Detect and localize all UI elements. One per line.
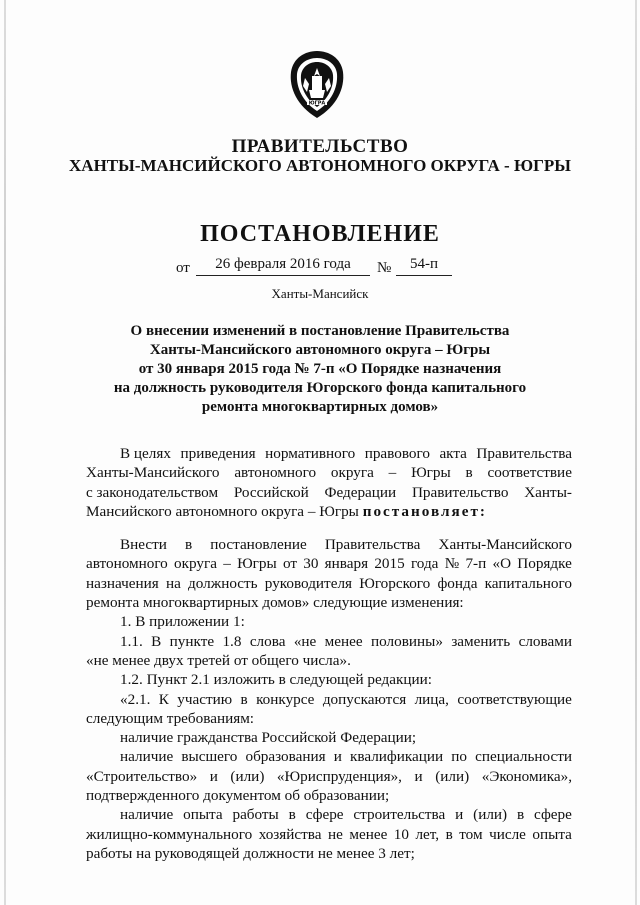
word: жилищно-коммунального <box>86 825 253 843</box>
document-date: 26 февраля 2016 года <box>196 256 370 276</box>
word: назначения <box>86 574 159 592</box>
word: от <box>282 555 297 573</box>
word: специальности <box>475 748 572 766</box>
word: наличие <box>120 806 174 824</box>
body-line: ремонта многоквартирных домов» следующие изменения: <box>86 594 464 612</box>
word: Ханты-Мансийского <box>86 464 220 482</box>
word: опыта <box>532 825 572 843</box>
date-number-line <box>0 256 640 278</box>
word: квалификации <box>349 748 444 766</box>
subject-line: О внесении изменений в постановление Правительства <box>130 323 510 339</box>
word: допускаются <box>322 690 407 708</box>
coat-of-arms-icon <box>285 48 349 122</box>
item-2-1 <box>86 690 572 709</box>
word: Ханты-Мансийского <box>438 536 572 554</box>
word: нормативного <box>265 445 356 462</box>
document-type-title: ПОСТАНОВЛЕНИЕ <box>200 221 440 247</box>
requirement-citizenship: наличие гражданства Российской Федерации; <box>120 729 417 747</box>
word: не <box>327 825 343 843</box>
word: руководителя <box>264 574 353 592</box>
word: Российской <box>233 483 309 501</box>
subject-line: от 30 января 2015 года № 7-п «О Порядке назначения <box>138 361 502 377</box>
word: с законодательством <box>86 483 219 501</box>
body-line: подтвержденного документом об образовании; <box>86 787 390 805</box>
word: менее <box>349 825 388 843</box>
word: постановление <box>210 536 307 554</box>
body-line <box>86 535 572 554</box>
body-line <box>86 574 572 593</box>
word: Федерации <box>324 483 397 501</box>
item-1-2: 1.2. Пункт 2.1 изложить в следующей редакции: <box>120 671 433 689</box>
document-number: 54-п <box>396 256 452 276</box>
word: в <box>185 536 193 554</box>
city-name: Ханты-Мансийск <box>271 286 369 301</box>
body-line <box>86 483 572 502</box>
word: сфере <box>534 806 572 824</box>
word: «О <box>492 555 512 573</box>
word: и <box>209 767 218 785</box>
word: автономного <box>234 464 317 482</box>
word: участию <box>177 690 233 708</box>
from-label: от <box>176 260 190 276</box>
body-line <box>86 825 572 844</box>
word: Правительства <box>324 536 421 554</box>
word: в <box>516 806 525 824</box>
document-body <box>86 444 572 863</box>
word: 10 <box>393 825 409 843</box>
body-line <box>86 463 572 482</box>
body-text: Мансийского автономного округа – Югры <box>86 502 359 520</box>
word: числе <box>489 825 526 843</box>
word: лет, <box>415 825 440 843</box>
word: (или) <box>435 767 470 785</box>
word: словами <box>518 632 572 650</box>
word: строительства <box>353 806 446 824</box>
word: в <box>240 690 248 708</box>
word: заменить <box>451 632 511 650</box>
word: пункте <box>169 632 215 650</box>
word: и <box>414 767 423 785</box>
decree-keyword: постановляет: <box>362 502 487 520</box>
word: и <box>455 806 464 824</box>
word: в <box>288 806 296 824</box>
word: «2.1. <box>120 690 151 708</box>
word: – <box>223 555 231 573</box>
word: В <box>151 632 162 650</box>
word: 1.8 <box>222 632 242 650</box>
word: капитального <box>484 574 572 592</box>
body-line: «не менее двух третей от общего числа». <box>86 651 351 669</box>
word: января <box>324 555 369 573</box>
word: работы <box>232 806 279 824</box>
word: – <box>388 464 397 482</box>
word: округа <box>174 555 217 573</box>
word: сфере <box>305 806 344 824</box>
word: по <box>451 748 468 766</box>
word: 2015 <box>374 555 405 573</box>
item-1: 1. В приложении 1: <box>120 613 245 631</box>
requirement-education <box>86 747 572 766</box>
word: № <box>444 555 460 573</box>
word: половины» <box>371 632 443 650</box>
word: лица, <box>414 690 449 708</box>
word: автономного <box>86 555 168 573</box>
word: года <box>410 555 439 573</box>
word: Югры <box>237 555 277 573</box>
word: должность <box>188 574 258 592</box>
number-label: № <box>377 260 392 276</box>
word: приведения <box>180 445 256 462</box>
word: правового <box>364 445 430 462</box>
word: К <box>158 690 169 708</box>
requirement-experience <box>86 805 572 824</box>
word: фонда <box>437 574 478 592</box>
subject-line: ремонта многоквартирных домов» <box>201 399 439 415</box>
word: «Юриспруденция», <box>276 767 402 785</box>
body-line: следующим требованиям: <box>86 709 255 727</box>
org-title-line1: ПРАВИТЕЛЬСТВО <box>231 136 409 157</box>
word: на <box>165 574 181 592</box>
word: том <box>459 825 483 843</box>
word: и <box>333 748 342 766</box>
word: менее <box>324 632 363 650</box>
body-line <box>86 502 572 521</box>
word: в <box>445 825 453 843</box>
word: 1.1. <box>120 632 143 650</box>
body-line <box>86 444 572 463</box>
svg-text:ЮГРА: ЮГРА <box>308 100 326 107</box>
word: В целях <box>120 445 171 462</box>
word: хозяйства <box>258 825 322 843</box>
word: «не <box>293 632 317 650</box>
word: соответствующие <box>457 690 572 708</box>
word: конкурсе <box>256 690 315 708</box>
subject-line: на должность руководителя Югорского фонда капитального <box>113 380 527 396</box>
body-line <box>86 767 572 786</box>
word: (или) <box>473 806 508 824</box>
word: «Экономика», <box>481 767 572 785</box>
subject-line: Ханты-Мансийского автономного округа – Югры <box>149 342 491 358</box>
word: высшего <box>181 748 238 766</box>
word: образования <box>245 748 326 766</box>
word: в <box>465 464 473 482</box>
word: округа <box>330 464 374 482</box>
word: Правительство <box>411 483 509 501</box>
word: Правительства <box>476 445 572 462</box>
word: 30 <box>303 555 319 573</box>
word: соответствие <box>487 464 572 482</box>
body-line <box>86 554 572 573</box>
word: Югры <box>411 464 451 482</box>
document-subject <box>0 322 640 417</box>
item-1-1 <box>86 632 572 651</box>
body-line: работы на руководящей должности не менее 3 лет; <box>86 844 415 862</box>
word: Ханты- <box>524 483 572 501</box>
word: Внести <box>120 536 167 554</box>
word: 7-п <box>465 555 487 573</box>
word: слова <box>249 632 286 650</box>
word: Югорского <box>359 574 431 592</box>
word: «Строительство» <box>86 767 198 785</box>
word: наличие <box>120 748 174 766</box>
word: опыта <box>183 806 223 824</box>
word: (или) <box>230 767 265 785</box>
org-title-line2: ХАНТЫ-МАНСИЙСКОГО АВТОНОМНОГО ОКРУГА - ЮГРЫ <box>69 156 571 175</box>
word: акта <box>439 445 467 462</box>
word: Порядке <box>517 555 572 573</box>
